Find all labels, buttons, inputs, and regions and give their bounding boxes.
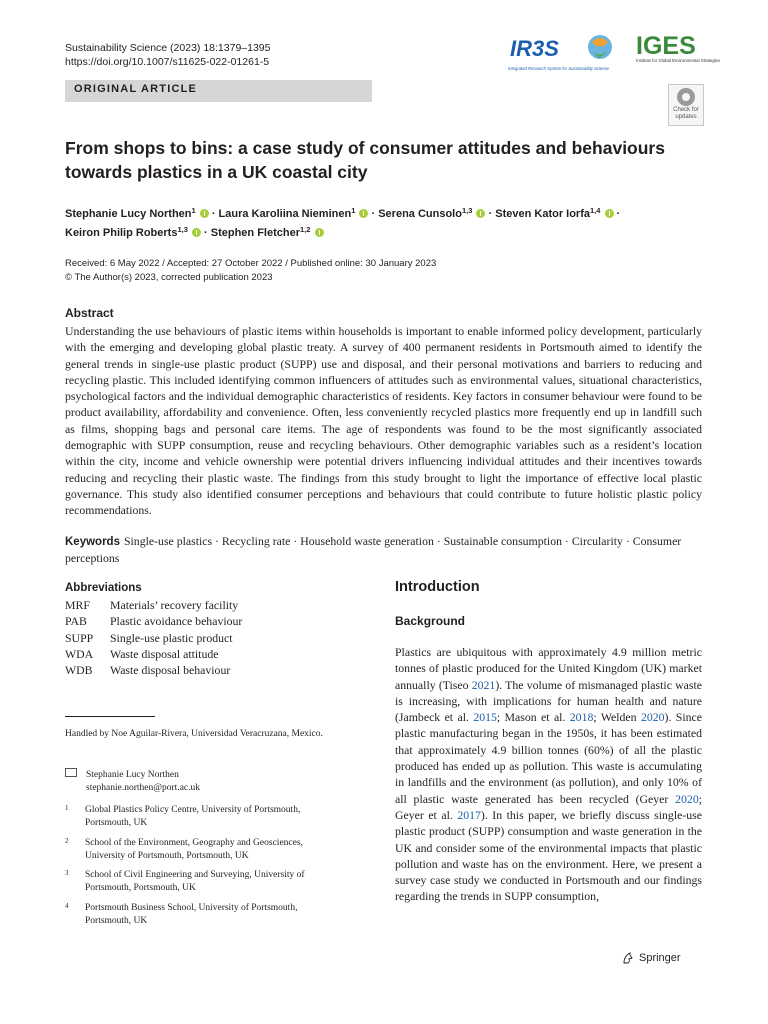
introduction-text-segment: ). Since plastic manufacturing began in the 1950s, it has been estimated that approximately 4.9 billion tonnes (60%) of all the plastic produced has ended up as pollution. This waste is accumulating in landfills and the environment (as pollution), and only 10% of all plastic waste generated has been recycled (Geyer [395, 710, 702, 806]
affiliation [65, 837, 345, 863]
author-affiliation-ref: 1,3 [461, 206, 473, 215]
abbreviation-row [65, 646, 242, 662]
ir3s-tagline: Integrated Research System for Sustainability Science [508, 66, 610, 71]
author-name: Steven Kator Iorfa [495, 208, 590, 220]
history-dates: Received: 6 May 2022 / Accepted: 27 October 2022 / Published online: 30 January 2023 [65, 258, 437, 269]
affiliation [65, 804, 345, 830]
author [65, 227, 201, 239]
abbreviations-heading: Abbreviations [65, 582, 142, 594]
ir3s-logo-text: IR3S [510, 36, 559, 61]
check-updates-text: Check for updates [673, 107, 699, 120]
abbreviation-meaning: Waste disposal behaviour [110, 663, 231, 678]
citation-link[interactable]: 2020 [640, 710, 665, 725]
author-affiliation-ref: 1 [351, 206, 356, 215]
orcid-icon[interactable] [315, 228, 324, 237]
author [219, 208, 369, 220]
citation-link[interactable]: 2017 [457, 807, 481, 822]
abbreviation-code: SUPP [65, 630, 94, 645]
author [495, 208, 613, 220]
abbreviation-code: PAB [65, 614, 87, 629]
keywords [65, 533, 705, 566]
publisher-mark [622, 952, 681, 964]
affiliation-number: 1 [65, 804, 69, 812]
abbreviation-code: WDA [65, 646, 94, 661]
citation-link[interactable]: 2021 [471, 677, 496, 692]
abbreviation-row [65, 613, 242, 629]
author [65, 208, 209, 220]
corresponding-author-name: Stephanie Lucy Northen [86, 770, 179, 780]
affiliation [65, 902, 345, 928]
abstract-heading: Abstract [65, 306, 114, 320]
iges-logo [636, 30, 721, 74]
article-title: From shops to bins: a case study of consumer attitudes and behaviours towards plastics in a UK coastal city [65, 138, 665, 182]
footnote-divider [65, 716, 155, 717]
abstract-text: Understanding the use behaviours of plastic items within households is important to enable informed policy development, particularly with the emerging and developing global plastic treaty. A survey of 400 permanent residents in Portsmouth aimed to identify the general trends in single-use plastic product (SUPP) use and disposal, and their personal motivations and barriers to reducing and recycling plastic. This included identifying common influencers of attitudes such as environmental values, situational characteristics, psychological factors and the individual demographic characteristics of residents. Key factors in consumer behaviour were found to be product availability, affordability and convenience. Often, less conveniently recycled plastics more frequently end up in landfill such as films, shopping bags and personal care items. The age of respondents was found to be the most significantly associated demographic with SUPP consumption, reuse and recycling behaviours. Other demographic variables such as a resident’s location within the city, income and vehicle ownership were potential drivers influencing individual attitudes and their incentives towards reducing and recycling their plastic waste. The findings from this study brought to light the importance of effective local plastic governance. This study also identified consumer perceptions and behaviours that could contribute to future holistic plastic policy recommendations. [65, 324, 702, 518]
introduction-text [395, 644, 702, 905]
corresponding-author [65, 768, 200, 795]
abbreviation-code: WDB [65, 663, 93, 678]
introduction-text-segment: Plastics are ubiquitous with approximately 4.9 million metric tonnes of plastic produced for the United Kingdom (UK) market annually (Tiseo [395, 645, 702, 692]
affiliation-text: Global Plastics Policy Centre, University of Portsmouth, Portsmouth, UK [85, 805, 301, 828]
doi-link[interactable]: https://doi.org/10.1007/s11625-022-01261-5 [65, 56, 270, 68]
author-affiliation-ref: 1 [191, 206, 196, 215]
introduction-text-segment: ). The volume of mismanaged plastic waste is increasing, with implications for human health and nature (Jambeck et al. [395, 677, 702, 725]
abbreviation-meaning: Plastic avoidance behaviour [110, 614, 243, 629]
journal-line: Sustainability Science (2023) 18:1379–1395 [65, 42, 271, 54]
orcid-icon[interactable] [605, 209, 614, 218]
introduction-text-segment: ). In this paper, we briefly discuss single-use plastic product (SUPP) consumption and waste generation in the UK and consider some of the environmental impacts that plastic pollution and waste has on the environment. Here, we present a survey case study we conducted in Portsmouth and our findings regarding the trends in SUPP consumption, [395, 807, 702, 904]
keywords-heading: Keywords [65, 536, 120, 548]
ir3s-logo [508, 30, 628, 74]
abbreviation-meaning: Single-use plastic product [110, 630, 233, 645]
citation-link[interactable]: 2018 [569, 710, 594, 725]
introduction-text-segment: ; Mason et al. [496, 710, 570, 725]
background-subheading: Background [395, 614, 466, 628]
iges-logo-text: IGES [636, 32, 696, 60]
affiliation-text: School of the Environment, Geography and Geosciences, University of Portsmouth, Portsmouth, UK [85, 838, 303, 861]
abbreviation-row [65, 662, 242, 678]
abbreviation-meaning: Materials’ recovery facility [110, 598, 239, 612]
article-type-label: ORIGINAL ARTICLE [74, 83, 198, 95]
orcid-icon[interactable] [476, 209, 485, 218]
corresponding-author-email[interactable]: stephanie.northen@port.ac.uk [86, 783, 201, 793]
abbreviations-list [65, 597, 242, 678]
author-name: Keiron Philip Roberts [65, 227, 178, 239]
author-affiliation-ref: 1,4 [590, 206, 601, 215]
orcid-icon[interactable] [200, 209, 209, 218]
affiliation [65, 869, 345, 895]
affiliation-number: 2 [65, 837, 69, 845]
citation-link[interactable]: 2020 [675, 791, 699, 806]
author-list: Stephanie Lucy Northen$^1$ · Laura Karoliina Nieminen$^1$ · Serena Cunsolo$^{1,3}$ · Steven Kator Iorfa$^{1,4}$ · Keiron Philip Roberts$^{1,3}$ · Stephen Fletcher$^{1,2}$ [65, 206, 621, 239]
abbreviation-row [65, 597, 242, 613]
check-updates-icon [677, 88, 695, 106]
introduction-text-segment: ; Geyer et al. [395, 791, 702, 822]
introduction-heading: Introduction [395, 579, 480, 595]
affiliation-text: Portsmouth Business School, University of Portsmouth, Portsmouth, UK [85, 903, 298, 926]
author-name: Laura Karoliina Nieminen [218, 208, 352, 220]
abbreviation-meaning: Waste disposal attitude [110, 646, 219, 661]
author [378, 208, 485, 220]
orcid-icon[interactable] [192, 228, 201, 237]
abbreviation-row [65, 630, 242, 646]
author-affiliation-ref: 1,3 [177, 225, 188, 234]
author [211, 227, 324, 239]
iges-tagline: Institute for Global Environmental Strategies [636, 58, 721, 63]
publisher-name: Springer [639, 952, 681, 964]
copyright-line: © The Author(s) 2023, corrected publication 2023 [65, 272, 273, 283]
abbreviation-code: MRF [65, 598, 90, 612]
journal-citation [65, 41, 270, 69]
keywords-text: Single-use plastics · Recycling rate · Household waste generation · Sustainable consumption · Circularity · Consumer perceptions [65, 534, 682, 565]
citation-link[interactable]: 2015 [473, 710, 497, 725]
author-name: Stephanie Lucy Northen [65, 208, 192, 220]
affiliation-number: 4 [65, 902, 69, 910]
orcid-icon[interactable] [359, 209, 368, 218]
affiliation-text: School of Civil Engineering and Surveying, University of Portsmouth, Portsmouth, UK [85, 870, 305, 893]
handling-editor-note: Handled by Noe Aguilar-Rivera, Universidad Veracruzana, Mexico. [65, 729, 323, 739]
publication-dates [65, 257, 436, 285]
introduction-text-segment: ; Welden [593, 710, 641, 725]
author-name: Serena Cunsolo [378, 208, 462, 220]
author-name: Stephen Fletcher [210, 227, 300, 239]
envelope-icon [65, 768, 77, 777]
springer-horse-icon [622, 952, 634, 964]
affiliation-number: 3 [65, 869, 69, 877]
author-affiliation-ref: 1,2 [300, 225, 311, 234]
check-for-updates-badge[interactable] [668, 84, 704, 126]
